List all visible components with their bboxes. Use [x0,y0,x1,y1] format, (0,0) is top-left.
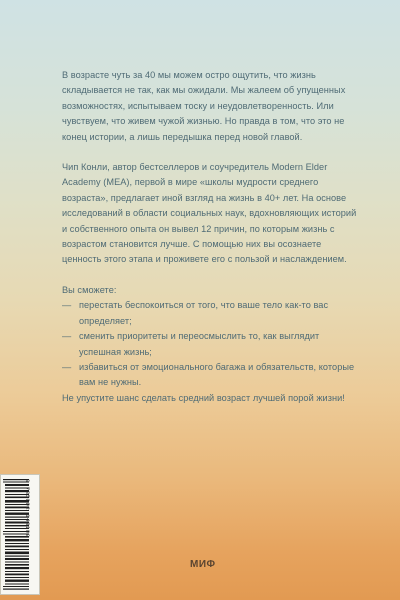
back-cover-text [62,68,362,406]
isbn-barcode [0,474,40,595]
list-item: — избавиться от эмоционального багажа и обязательств, которые вам не нужны. [62,360,362,391]
publisher-logo: МИФ [190,559,216,570]
author-paragraph: Чип Конли, автор бестселлеров и соучредитель Modern Elder Academy (MEA), первой в мире «школы мудрости среднего возраста», предлагает иной взгляд на жизнь в 40+ лет. На основе исследований в области социальных наук, вдохновляющих историй и собственного опыта он вывел 12 причин, по которым жизнь с возрастом становится лучше. С помощью них вы осознаете ценность этого этапа и проживете его с пользой и наслаждением. [62,162,357,265]
intro-paragraph: В возрасте чуть за 40 мы можем остро ощутить, что жизнь складывается не так, как мы ожидали. Мы жалеем об упущенных возможностях, испытываем тоску и неудовлетворенность. Или чувствуем, что живем чужой жизнью. Но правда в том, что это не конец истории, а лишь передышка перед новой главой. [62,70,346,142]
benefits-list [62,298,362,390]
closing-line: Не упустите шанс сделать средний возраст лучшей порой жизни! [62,392,345,403]
list-intro: Вы сможете: [62,284,117,295]
isbn-digits: 9 785002 148109 [24,479,31,538]
list-item: — сменить приоритеты и переосмыслить то, как выглядит успешная жизнь; [62,329,362,360]
list-item: — перестать беспокоиться от того, что ваше тело как-то вас определяет; [62,298,362,329]
